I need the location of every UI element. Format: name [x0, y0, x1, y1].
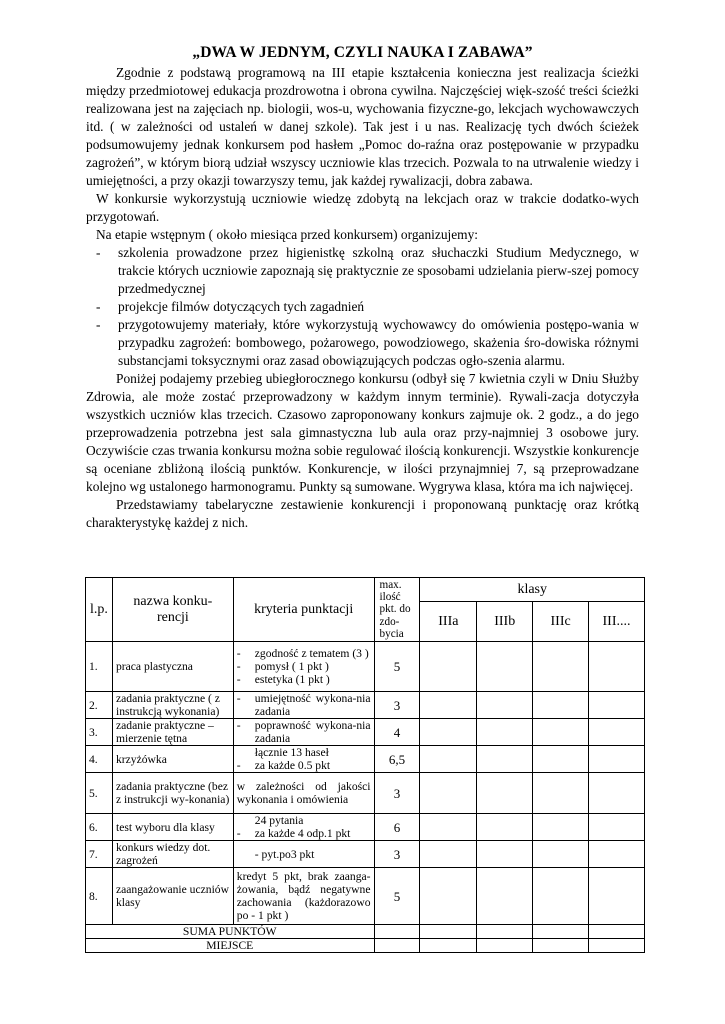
row-number: 5.	[86, 773, 113, 814]
criteria-bullet: -	[236, 827, 241, 841]
empty-cell	[374, 925, 420, 939]
header-criteria: kryteria punktacji	[233, 578, 374, 642]
class-score-cell	[420, 773, 477, 814]
criteria-text: w zależności od jakości wykonania i omówienia	[236, 780, 371, 807]
list-item-text: projekcje filmów dotyczących tych zagadnień	[118, 299, 365, 314]
class-score-cell	[589, 868, 645, 925]
class-score-cell	[533, 773, 589, 814]
list-item	[86, 244, 639, 298]
criteria-cell	[233, 868, 374, 925]
class-score-cell	[533, 841, 589, 868]
max-points: 3	[374, 773, 420, 814]
row-number: 8.	[86, 868, 113, 925]
document-page	[86, 44, 639, 532]
criteria-cell	[233, 746, 374, 773]
max-points: 5	[374, 642, 420, 692]
paragraph-initial-stage: Na etapie wstępnym ( około miesiąca przed konkursem) organizujemy:	[96, 227, 479, 242]
criteria-bullet: -	[236, 647, 241, 661]
criteria-item	[237, 746, 371, 759]
criteria-item	[237, 719, 371, 745]
criteria-text: 24 pytania	[254, 814, 304, 828]
empty-cell	[477, 939, 533, 953]
max-points: 5	[374, 868, 420, 925]
row-number: 6.	[86, 814, 113, 841]
list-bullet: -	[96, 245, 101, 260]
class-score-cell	[533, 692, 589, 719]
document-title: „DWA W JEDNYM, CZYLI NAUKA I ZABAWA”	[192, 44, 533, 61]
header-class-a: IIIa	[420, 602, 477, 642]
criteria-item	[237, 780, 371, 806]
criteria-text: za każde 4 odp.1 pkt	[254, 827, 351, 841]
scoring-table	[85, 577, 645, 953]
class-score-cell	[477, 773, 533, 814]
table-row	[86, 841, 645, 868]
list-bullet: -	[96, 317, 101, 332]
paragraph-preparation: W konkursie wykorzystują uczniowie wiedzę zdobytą na lekcjach oraz w trakcie dodatko-wych przygotowań.	[86, 191, 639, 224]
table-row	[86, 773, 645, 814]
table-row	[86, 642, 645, 692]
class-score-cell	[589, 719, 645, 746]
empty-cell	[589, 939, 645, 953]
contest-name: zadania praktyczne (bez z instrukcji wy-konania)	[112, 773, 233, 814]
table-row	[86, 746, 645, 773]
intro-paragraph: Zgodnie z podstawą programową na III etapie kształcenia konieczna jest realizacja ścieżki między przedmiotowej edukacja prozdrowotna i obrona cywilna. Najczęściej więk-szość treści ścieżki realizowana jest na zajęciach np. biologii, wos-u, wychowania fizyczne-go, lekcjach wychowawczych itd. ( w zależności od ustaleń w danej szkole). Tak jest i u nas. Realizację tych dwóch ścieżek podsumowujemy jednak konkursem pod hasłem „Pomoc do-raźna oraz postępowanie w przypadku zagrożeń”, w którym biorą udział wszyscy uczniowie klas trzecich. Pozwala to na utrwalenie wiedzy i umiejętności, a przy okazji towarzyszy temu, jak każdej rywalizacji, dobra zabawa.	[86, 65, 639, 188]
class-score-cell	[420, 746, 477, 773]
criteria-cell	[233, 773, 374, 814]
class-score-cell	[589, 746, 645, 773]
sum-row	[86, 925, 645, 939]
empty-cell	[420, 939, 477, 953]
criteria-text: za każde 0.5 pkt	[254, 759, 331, 773]
criteria-item	[237, 692, 371, 718]
contest-name: test wyboru dla klasy	[112, 814, 233, 841]
sum-label: SUMA PUNKTÓW	[86, 925, 375, 939]
header-name: nazwa konku-rencji	[112, 578, 233, 642]
class-score-cell	[420, 814, 477, 841]
criteria-text: zgodność z tematem (3 )	[254, 647, 369, 661]
criteria-cell	[233, 642, 374, 692]
criteria-bullet: -	[236, 692, 241, 706]
empty-cell	[533, 925, 589, 939]
class-score-cell	[477, 746, 533, 773]
header-class-b: IIIb	[477, 602, 533, 642]
class-score-cell	[589, 773, 645, 814]
max-points: 6	[374, 814, 420, 841]
class-score-cell	[477, 692, 533, 719]
class-score-cell	[420, 719, 477, 746]
empty-cell	[477, 925, 533, 939]
class-score-cell	[477, 642, 533, 692]
header-class-d: III....	[589, 602, 645, 642]
class-score-cell	[420, 642, 477, 692]
criteria-cell	[233, 719, 374, 746]
class-score-cell	[533, 719, 589, 746]
criteria-bullet: -	[236, 759, 241, 773]
header-max-points: max. ilość pkt. do zdo-bycia	[374, 578, 420, 642]
class-score-cell	[589, 642, 645, 692]
criteria-cell	[233, 841, 374, 868]
criteria-text: kredyt 5 pkt, brak zaanga-żowania, bądź negatywne zachowania (każdorazowo po - 1 pkt )	[236, 870, 371, 923]
empty-cell	[589, 925, 645, 939]
activities-list	[86, 244, 639, 370]
list-item-text: szkolenia prowadzone przez higienistkę szkolną oraz słuchaczki Studium Medycznego, w trakcie których uczniowie zapoznają się praktycznie ze sposobami udzielania pierw-szej pomocy przedmedycznej	[118, 245, 639, 296]
table-row	[86, 868, 645, 925]
row-number: 1.	[86, 642, 113, 692]
table-row	[86, 814, 645, 841]
class-score-cell	[533, 642, 589, 692]
max-points: 6,5	[374, 746, 420, 773]
class-score-cell	[420, 841, 477, 868]
criteria-bullet: -	[236, 660, 241, 674]
criteria-text: estetyka (1 pkt )	[254, 673, 330, 687]
contest-name: praca plastyczna	[112, 642, 233, 692]
header-class-c: IIIc	[533, 602, 589, 642]
class-score-cell	[477, 841, 533, 868]
criteria-text: pomysł ( 1 pkt )	[254, 660, 329, 674]
paragraph-contest-course: Poniżej podajemy przebieg ubiegłorocznego konkursu (odbył się 7 kwietnia czyli w Dniu Służby Zdrowia, ale może zostać przeprowadzony w każdym innym terminie). Rywali-zacja dotyczyła wszystkich uczniów klas trzecich. Czasowo zaproponowany konkurs zajmuje ok. 2 godz., a do jego przeprowadzenia potrzebna jest sala gimnastyczna lub aula oraz przy-najmniej 3 osobowe jury. Oczywiście czas trwania konkursu można sobie regulować ilością konkurencji. Wszystkie konkurencje są oceniane zbliżoną ilością punktów. Konkurencje, w ilości przynajmniej 7, są przeprowadzane kolejno wg ustalonego harmonogramu. Punkty są sumowane. Wygrywa klasa, która ma ich najwięcej.	[86, 371, 639, 494]
max-points: 4	[374, 719, 420, 746]
criteria-item	[237, 673, 371, 686]
contest-name: krzyżówka	[112, 746, 233, 773]
criteria-bullet: -	[236, 719, 241, 733]
class-score-cell	[477, 719, 533, 746]
criteria-text: - pyt.po3 pkt	[254, 847, 315, 861]
list-bullet: -	[96, 299, 101, 314]
max-points: 3	[374, 841, 420, 868]
row-number: 7.	[86, 841, 113, 868]
class-score-cell	[589, 841, 645, 868]
table-row	[86, 719, 645, 746]
class-score-cell	[533, 868, 589, 925]
empty-cell	[374, 939, 420, 953]
criteria-bullet: -	[236, 673, 241, 687]
class-score-cell	[589, 692, 645, 719]
criteria-item	[237, 827, 371, 840]
empty-cell	[533, 939, 589, 953]
class-score-cell	[477, 868, 533, 925]
class-score-cell	[420, 692, 477, 719]
criteria-text: łącznie 13 haseł	[254, 746, 329, 760]
header-classes: klasy	[420, 578, 645, 602]
class-score-cell	[533, 746, 589, 773]
row-number: 3.	[86, 719, 113, 746]
criteria-item	[237, 848, 371, 861]
header-lp: l.p.	[86, 578, 113, 642]
criteria-cell	[233, 692, 374, 719]
criteria-item	[237, 814, 371, 827]
criteria-text: poprawność wykona-nia zadania	[254, 719, 371, 746]
criteria-item	[237, 647, 371, 660]
list-item	[86, 298, 639, 316]
place-row	[86, 939, 645, 953]
contest-name: zaangażowanie uczniów klasy	[112, 868, 233, 925]
criteria-text: umiejętność wykona-nia zadania	[254, 692, 371, 719]
place-label: MIEJSCE	[86, 939, 375, 953]
row-number: 2.	[86, 692, 113, 719]
contest-name: konkurs wiedzy dot. zagrożeń	[112, 841, 233, 868]
criteria-item	[237, 660, 371, 673]
paragraph-table-intro: Przedstawiamy tabelaryczne zestawienie konkurencji i proponowaną punktację oraz krótką charakterystykę każdej z nich.	[86, 497, 639, 530]
row-number: 4.	[86, 746, 113, 773]
contest-name: zadanie praktyczne – mierzenie tętna	[112, 719, 233, 746]
list-item	[86, 316, 639, 370]
contest-name: zadania praktyczne ( z instrukcją wykonania)	[112, 692, 233, 719]
table-header-row	[86, 578, 645, 602]
criteria-item	[237, 870, 371, 922]
class-score-cell	[533, 814, 589, 841]
class-score-cell	[420, 868, 477, 925]
criteria-cell	[233, 814, 374, 841]
max-points: 3	[374, 692, 420, 719]
empty-cell	[420, 925, 477, 939]
class-score-cell	[477, 814, 533, 841]
table-row	[86, 692, 645, 719]
criteria-item	[237, 759, 371, 772]
list-item-text: przygotowujemy materiały, które wykorzystują wychowawcy do omówienia postępo-wania w przypadku zagrożeń: bombowego, pożarowego, powodziowego, skażenia śro-dowiska różnymi substancjami toksycznymi oraz zasad obowiązujących podczas ogło-szenia alarmu.	[118, 317, 639, 368]
class-score-cell	[589, 814, 645, 841]
